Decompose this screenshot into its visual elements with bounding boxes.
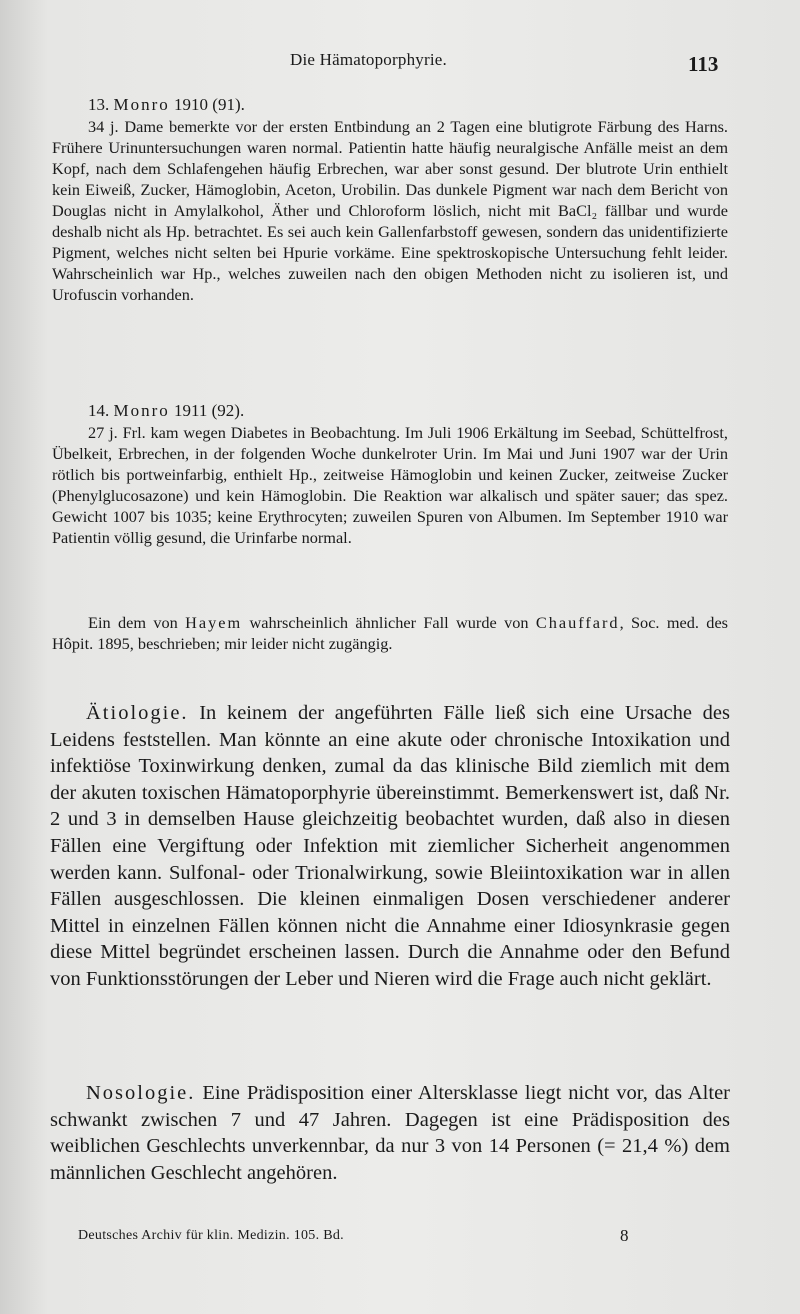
nosology-section (50, 1080, 730, 1186)
page-number: 113 (688, 52, 719, 76)
case-14-text: 27 j. Frl. kam wegen Diabetes in Beobachtung. Im Juli 1906 Erkältung im Seebad, Schüttelfrost, Übelkeit, Erbrechen, in der folgenden Woche dunkelroter Urin. Im Mai und Juni 1907 war der Urin rötlich bis portweinfarbig, enthielt Hp., zeitweise Hämoglobin und keinen Zucker, zeitweise Zucker (Phenylglucosazone) und kein Hämoglobin. Die Reaktion war alkalisch und später sauer; das spez. Gewicht 1007 bis 1035; keine Erythrocyten; zuweilen Spuren von Albumen. Im September 1910 war Patientin völlig gesund, die Urinfarbe normal. (52, 423, 728, 547)
aetiology-section (50, 700, 730, 993)
case-13-heading (52, 94, 728, 116)
aetiology-heading: Ätiologie. (86, 702, 189, 724)
nosology-paragraph (50, 1080, 730, 1186)
comment-paragraph (52, 612, 728, 654)
case-13 (52, 94, 728, 305)
case-13-author: Monro (113, 95, 170, 114)
running-head (0, 50, 800, 74)
page-footer (0, 1228, 800, 1248)
footer-journal: Deutsches Archiv für klin. Medizin. 105. Bd. (78, 1228, 344, 1243)
case-13-number: 13. (88, 95, 110, 114)
case-13-text: 34 j. Dame bemerkte vor der ersten Entbindung an 2 Tagen eine blutigrote Färbung des Harns. Frühere Urinuntersuchungen waren normal. Patientin hatte häufig neuralgische Anfälle meist an dem Kopf, nach dem Schlafengehen häufig Erbrechen, war aber sonst gesund. Der blutrote Urin enthielt kein Eiweiß, Zucker, Hämoglobin, Aceton, Urobilin. Das dunkele Pigment war nach dem Bericht von Douglas nicht in Amylalkohol, Äther und Chloroform löslich, nicht mit BaCl₂ fällbar und wurde deshalb nicht als Hp. betrachtet. Es sei auch kein Gallenfarbstoff gewesen, sondern das unidentifizierte Pigment, welches nicht selten bei Hpurie vorkäme. Eine spektroskopische Untersuchung fehlt leider. Wahrscheinlich war Hp., welches zuweilen nach den obigen Methoden nicht zu isolieren ist, und Urofuscin vorhanden. (52, 117, 728, 304)
comment-name-hayem: Hayem (185, 613, 243, 632)
case-14-year: 1911 (92). (174, 401, 245, 420)
case-14 (52, 400, 728, 548)
comment-part-2: wahrscheinlich ähnlicher Fall wurde von (242, 613, 536, 632)
aetiology-paragraph (50, 700, 730, 993)
footer-signature: 8 (620, 1226, 629, 1245)
comment-text (52, 612, 728, 654)
aetiology-text: In keinem der angeführten Fälle ließ sich eine Ursache des Leidens feststellen. Man könnte an eine akute oder chronische Intoxikation und infektiöse Toxinwirkung denken, zumal da das klinische Bild ziemlich mit dem der akuten toxischen Hämatoporphyrie übereinstimmt. Bemerkenswert ist, daß Nr. 2 und 3 in demselben Hause gleichzeitig beobachtet wurden, daß also in diesen Fällen eine Vergiftung oder Infektion mit ziemlicher Sicherheit angenommen werden kann. Sulfonal- oder Trionalwirkung, sowie Bleiintoxikation war in allen Fällen ausgeschlossen. Die kleinen einmaligen Dosen verschiedener anderer Mittel in einzelnen Fällen können nicht die Annahme einer Idiosynkrasie gegen diese Mittel begründet erscheinen lassen. Durch die Annahme oder den Befund von Funktionsstörungen der Leber und Nieren wird die Frage auch nicht geklärt. (50, 702, 730, 990)
comment-name-chauffard: Chauffard (535, 613, 620, 632)
comment-part-3: , Soc. med. des Hôpit. 1895, beschrieben; mir leider nicht zugängig. (52, 613, 729, 653)
nosology-heading: Nosologie. (86, 1082, 196, 1104)
nosology-text: Eine Prädisposition einer Altersklasse liegt nicht vor, das Alter schwankt zwischen 7 und 47 Jahren. Dagegen ist eine Prädisposition des weiblichen Geschlechts unverkennbar, da nur 3 von 14 Personen (= 21,4 %) dem männlichen Geschlecht angehören. (50, 1082, 730, 1184)
case-13-year: 1910 (91). (174, 95, 245, 114)
comment-part-1: Ein dem von (88, 613, 186, 632)
case-14-heading (52, 400, 728, 422)
case-14-author: Monro (113, 401, 170, 420)
running-title: Die Hämatoporphyrie. (290, 50, 447, 69)
case-14-number: 14. (88, 401, 110, 420)
